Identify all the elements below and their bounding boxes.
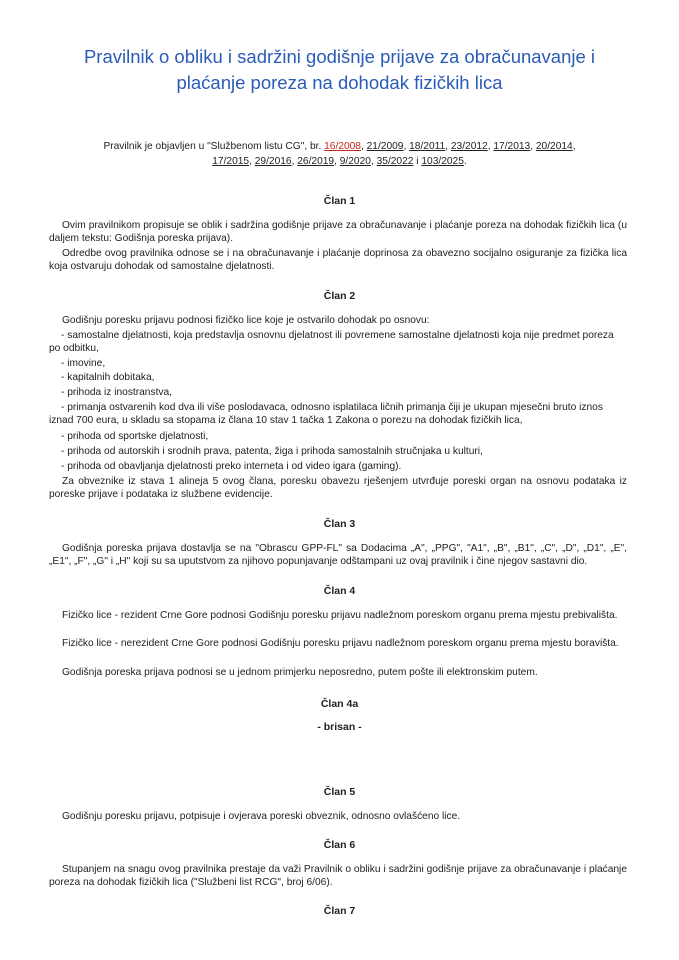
title-line-2: plaćanje poreza na dohodak fizičkih lica (176, 72, 503, 93)
issue-link[interactable]: 16/2008 (324, 141, 361, 152)
issue-link[interactable]: 23/2012 (450, 141, 488, 152)
article-heading: Član 3 (323, 518, 356, 530)
article-heading: Član 1 (323, 195, 356, 207)
issue-link[interactable]: 17/2013 (493, 141, 531, 152)
issue-link[interactable]: 35/2022 (376, 156, 414, 167)
title-line-1: Pravilnik o obliku i sadržini godišnje prijave za obračunavanje i (83, 46, 596, 67)
publication-prefix: Pravilnik je objavljen u "Službenom listu CG", br. (103, 141, 325, 152)
article-paragraph: Godišnja poreska prijava dostavlja se na "Obrascu GPP-FL" sa Dodacima „A", „PPG", "A1", „B", „B1", „C", „D", „D1", „E", „E1", „F", „G" i „H" koji su sa uputstvom za njihovo popunjavanje odštampani uz ovaj pravilnik i čine njegov sastavni dio. (49, 543, 627, 568)
article-paragraph: Ovim pravilnikom propisuje se oblik i sadržina godišnje prijave za obračunavanje i plaćanje poreza na dohodak fizičkih lica (u daljem tekstu: Godišnja poreska prijava). (49, 220, 627, 245)
article-paragraph: Godišnju poresku prijavu podnosi fizičko lice koje je ostvarilo dohodak po osnovu: (62, 315, 430, 326)
list-item: - prihoda iz inostranstva, (61, 387, 172, 398)
issue-link[interactable]: 103/2025 (421, 156, 464, 167)
issue-link[interactable]: 18/2011 (409, 141, 446, 152)
article-paragraph: Za obveznike iz stava 1 alineja 5 ovog člana, poresku obavezu rješenjem utvrđuje poreski organ na osnovu podataka iz poreske prijave i podataka iz službene evidencije. (49, 476, 627, 501)
article-heading: Član 4 (323, 585, 356, 597)
publication-joiner: i (413, 156, 422, 167)
article-paragraph: Godišnju poresku prijavu, potpisuje i ovjerava poreski obveznik, odnosno ovlašćeno lice. (62, 811, 461, 822)
list-item: - kapitalnih dobitaka, (61, 372, 155, 383)
article-heading: Član 7 (323, 905, 356, 917)
issue-link[interactable]: 20/2014 (535, 141, 573, 152)
publication-info: Pravilnik je objavljen u "Službenom listu CG", br. 16/2008, 21/2009, 18/2011, 23/2012, 17/2013, 20/2014, 17/2015, 29/2016, 26/2019, 9/2020, 35/2022 i 103/2025. (103, 141, 576, 167)
article-paragraph: Fizičko lice - rezident Crne Gore podnosi Godišnju poresku prijavu nadležnom poreskom organu prema mjestu prebivališta. (62, 610, 618, 621)
article-paragraph: Odredbe ovog pravilnika odnose se i na obračunavanje i plaćanje doprinosa za obavezno socijalno osiguranje za fizička lica koja ostvaruju dohodak od samostalne djelatnosti. (49, 248, 627, 273)
list-item: - primanja ostvarenih kod dva ili više poslodavaca, odnosno isplatilaca ličnih primanja čiji je ukupan mjesečni bruto iznos iznad 700 eura, u skladu sa stopama iz člana 10 stav 1 tačka 1 Zakona o porezu na dohodak fizičkih lica, (49, 402, 603, 427)
list-item: - samostalne djelatnosti, koja predstavlja osnovnu djelatnost ili povremene samostalne djelatnosti koja nije predmet poreza po odbitku, (49, 330, 614, 355)
issue-link[interactable]: 9/2020 (339, 156, 371, 167)
deleted-note: - brisan - (317, 721, 362, 733)
issue-link[interactable]: 29/2016 (254, 156, 292, 167)
list-item: - prihoda od autorskih i srodnih prava, patenta, žiga i prihoda samostalnih stručnjaka u kulturi, (61, 446, 483, 457)
article-paragraph: Godišnja poreska prijava podnosi se u jednom primjerku neposredno, putem pošte ili elektronskim putem. (62, 667, 538, 678)
article-paragraph: Fizičko lice - nerezident Crne Gore podnosi Godišnju poresku prijavu nadležnom poreskom organu prema mjestu boravišta. (62, 638, 619, 649)
issue-link[interactable]: 17/2015 (212, 156, 250, 167)
list-item: - imovine, (61, 358, 106, 369)
article-paragraph: Stupanjem na snagu ovog pravilnika prestaje da važi Pravilnik o obliku i sadržini godišnje prijave za obračunavanje i plaćanje poreza na dohodak fizičkih lica ("Službeni list RCG", broj 6/06). (49, 864, 627, 889)
article-heading: Član 6 (323, 839, 356, 851)
publication-suffix: . (463, 156, 467, 167)
issue-link[interactable]: 26/2019 (297, 156, 335, 167)
article-heading: Član 5 (323, 786, 356, 798)
article-heading: Član 4a (320, 698, 359, 710)
list-item: - prihoda od sportske djelatnosti, (61, 431, 209, 442)
document-title (40, 44, 639, 96)
article-heading: Član 2 (323, 290, 356, 302)
issue-link[interactable]: 21/2009 (366, 141, 404, 152)
list-item: - prihoda od obavljanja djelatnosti preko interneta i od video igara (gaming). (61, 461, 402, 472)
